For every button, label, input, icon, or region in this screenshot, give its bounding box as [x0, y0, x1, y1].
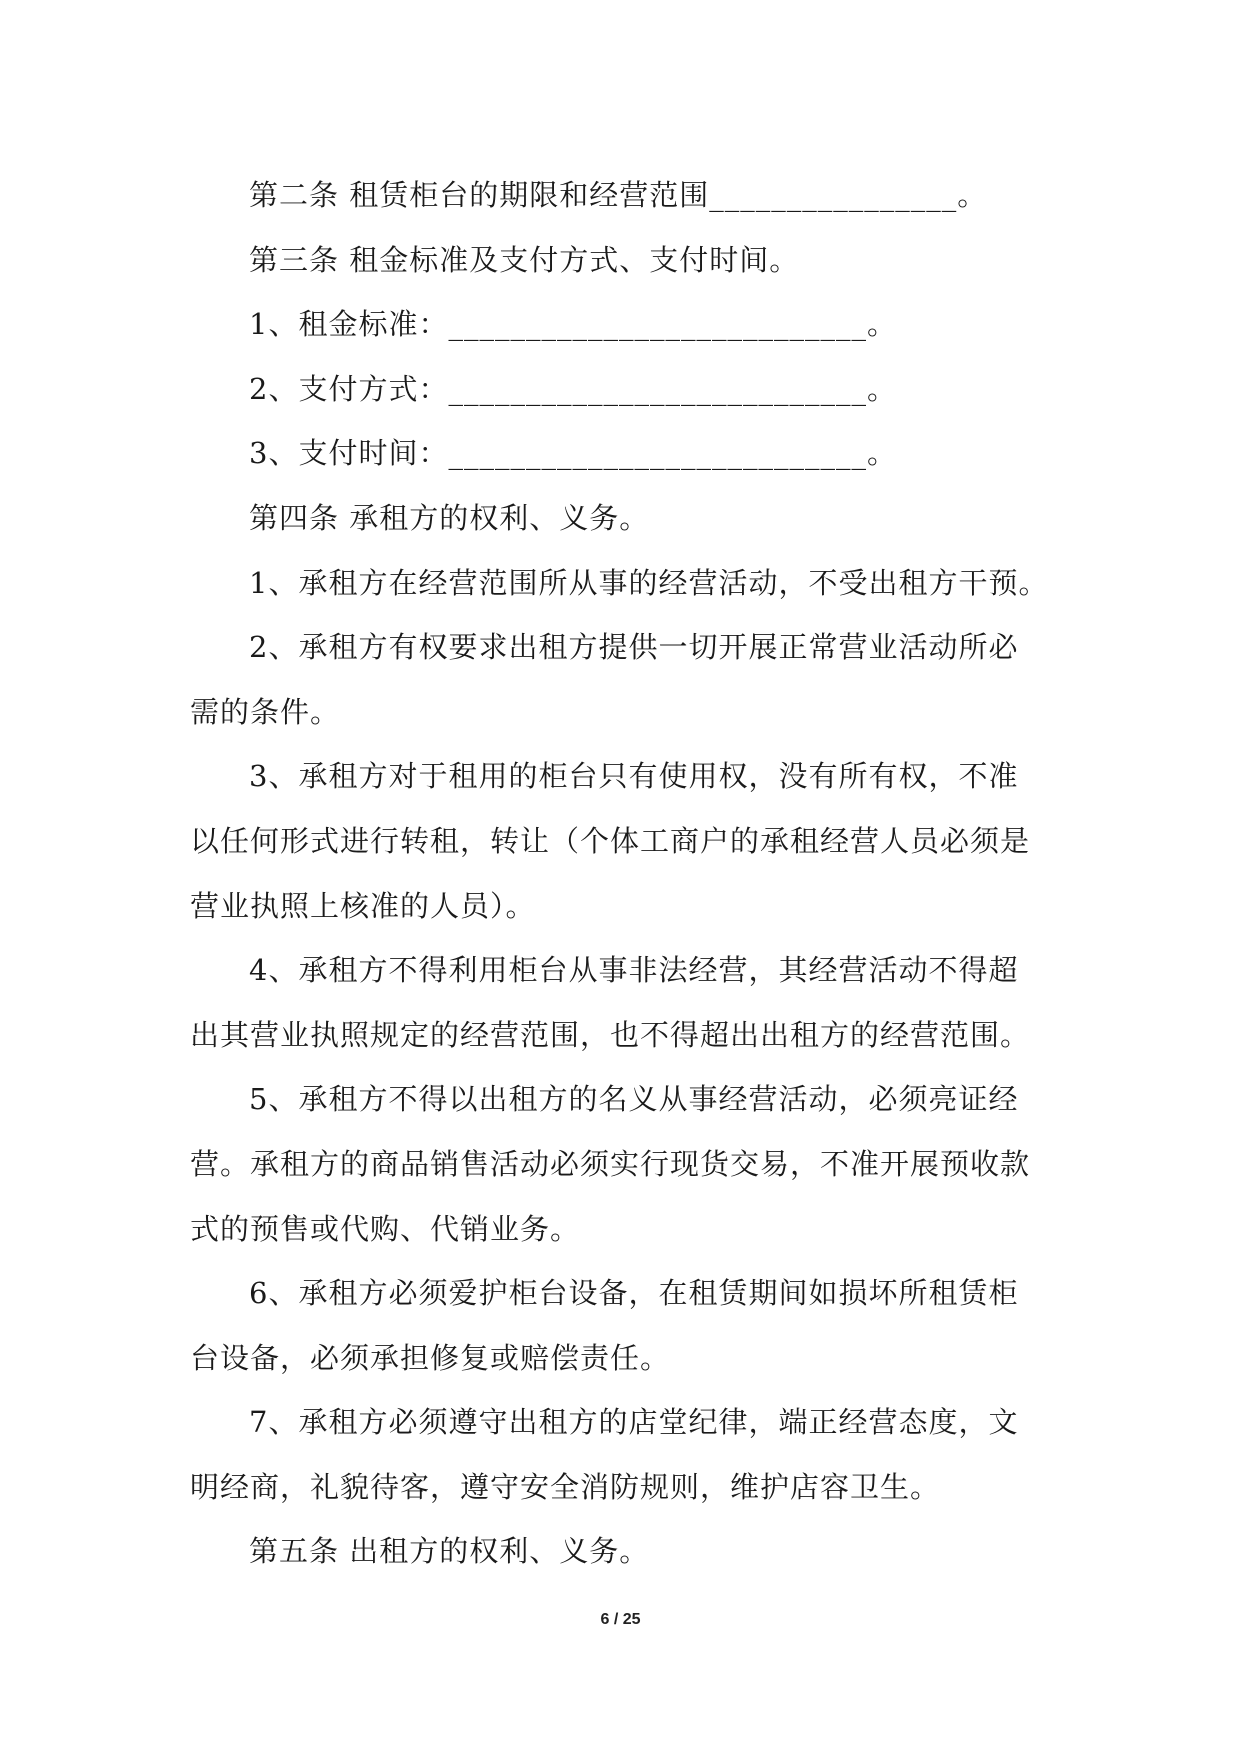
paragraph-line: 营。承租方的商品销售活动必须实行现货交易，不准开展预收款	[190, 1146, 1031, 1181]
paragraph-line: 2、承租方有权要求出租方提供一切开展正常营业活动所必	[249, 630, 1019, 665]
article-4-heading: 第四条 承租方的权利、义务。	[249, 500, 650, 535]
paragraph-line: 7、承租方必须遵守出租方的店堂纪律，端正经营态度，文	[249, 1405, 1019, 1440]
paragraph-line: 以任何形式进行转租，转让（个体工商户的承租经营人员必须是	[190, 823, 1031, 858]
paragraph-line: 1、承租方在经营范围所从事的经营活动，不受出租方干预。	[249, 565, 1049, 600]
paragraph-line: 4、承租方不得利用柜台从事非法经营，其经营活动不得超	[249, 953, 1019, 988]
article-3-heading: 第三条 租金标准及支付方式、支付时间。	[249, 242, 800, 277]
paragraph-line: 明经商，礼貌待客，遵守安全消防规则，维护店容卫生。	[190, 1469, 941, 1504]
paragraph-line: 6、承租方必须爱护柜台设备，在租赁期间如损坏所租赁柜	[249, 1276, 1019, 1311]
document-body	[190, 163, 1060, 1584]
article-5-heading: 第五条 出租方的权利、义务。	[249, 1534, 650, 1569]
payment-time-line: 3、支付时间：___________________________。	[249, 436, 897, 471]
paragraph-line: 5、承租方不得以出租方的名义从事经营活动，必须亮证经	[249, 1082, 1019, 1117]
paragraph-line: 式的预售或代购、代销业务。	[190, 1211, 581, 1246]
payment-method-line: 2、支付方式：___________________________。	[249, 371, 897, 406]
paragraph-line: 台设备，必须承担修复或赔偿责任。	[190, 1340, 671, 1375]
paragraph-line: 需的条件。	[190, 694, 341, 729]
paragraph-line: 出其营业执照规定的经营范围，也不得超出出租方的经营范围。	[190, 1017, 1031, 1052]
rent-standard-line: 1、租金标准：___________________________。	[249, 307, 897, 342]
page-number: 6 / 25	[600, 1611, 641, 1628]
article-2-heading: 第二条 租赁柜台的期限和经营范围________________。	[249, 178, 988, 212]
paragraph-line: 3、承租方对于租用的柜台只有使用权，没有所有权，不准	[249, 759, 1019, 794]
paragraph-line: 营业执照上核准的人员）。	[190, 888, 536, 923]
